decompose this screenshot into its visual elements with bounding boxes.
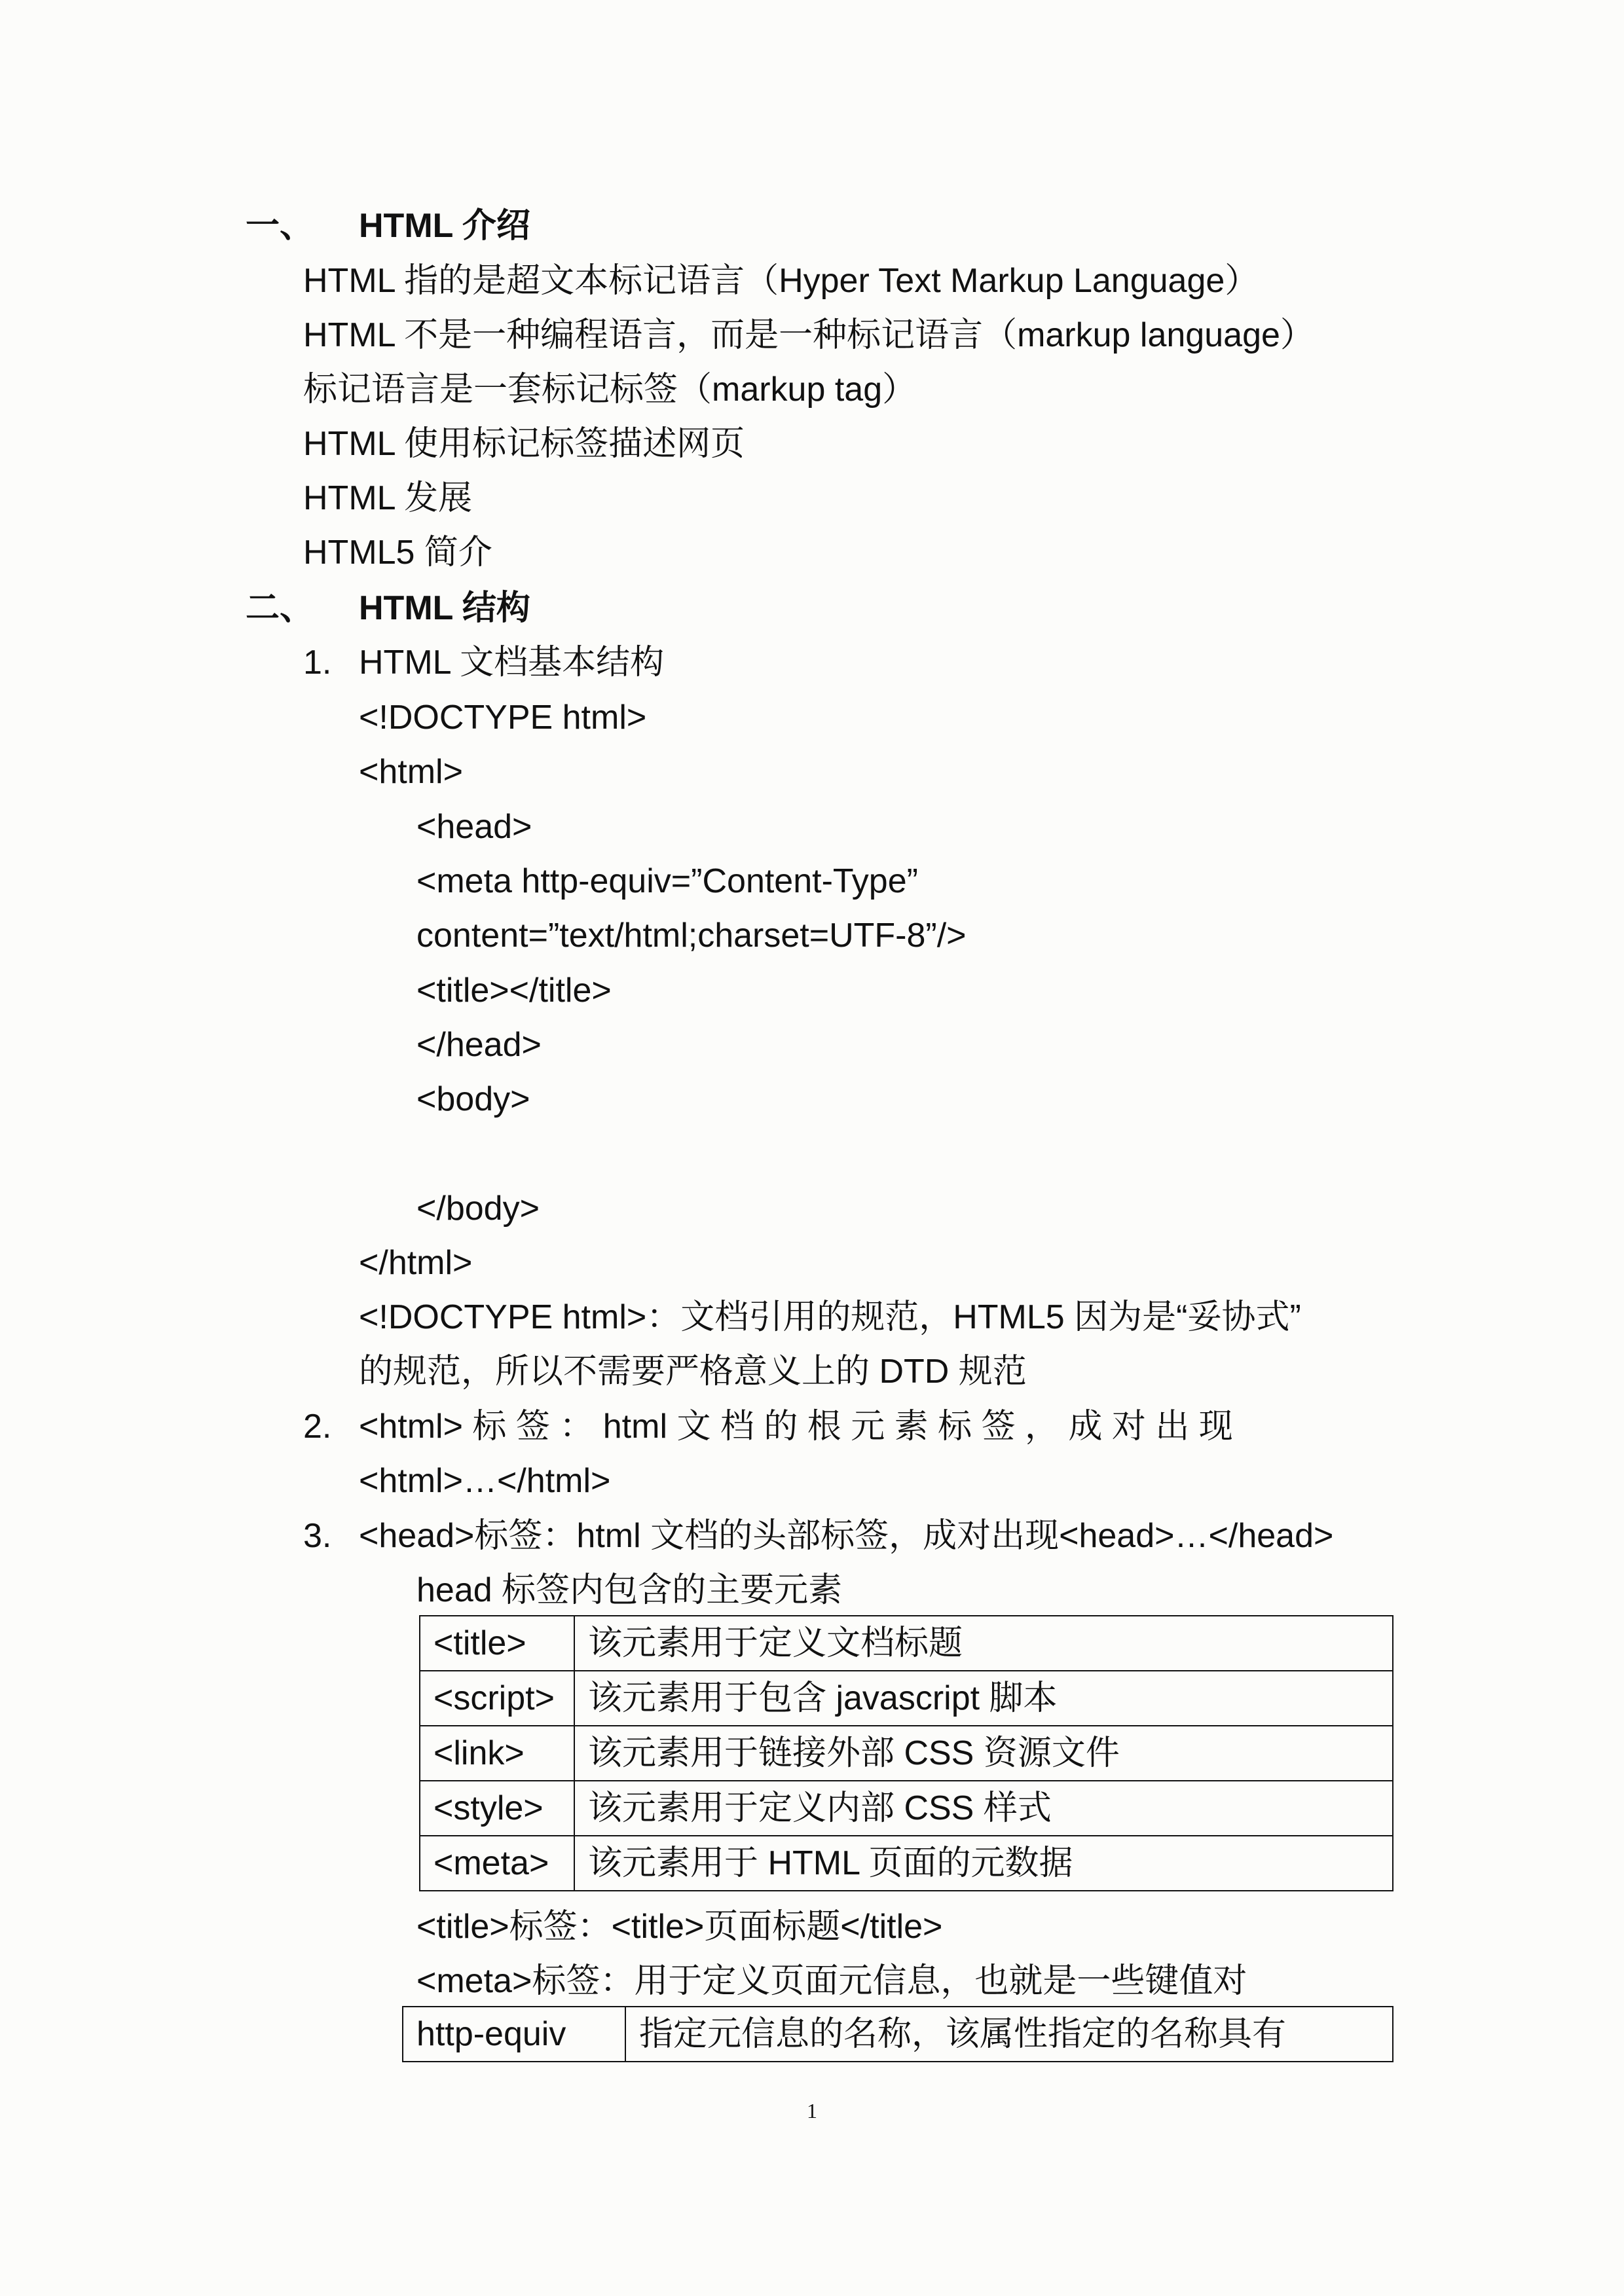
head-elements-table — [419, 1615, 1393, 1891]
section1-number: 一、 — [246, 207, 314, 245]
doctype-note: 的规范，所以不需要严格意义上的 DTD 规范 — [359, 1353, 1027, 1391]
table-row — [420, 1671, 1393, 1726]
section2-number: 二、 — [246, 589, 314, 627]
table-row — [420, 1781, 1393, 1836]
table-cell: <style> — [420, 1781, 574, 1836]
section1-line: HTML 使用标记标签描述网页 — [303, 425, 745, 463]
meta-tag-line: <meta>标签：用于定义页面元信息，也就是一些键值对 — [416, 1962, 1247, 2000]
code-line: content=”text/html;charset=UTF-8”/> — [416, 917, 967, 955]
item2-number: 2. — [303, 1408, 332, 1446]
code-line: </head> — [416, 1026, 542, 1064]
item2-line: <html>…</html> — [359, 1462, 611, 1500]
meta-attributes-table — [402, 2006, 1393, 2062]
section1-title: HTML 介绍 — [359, 207, 530, 245]
title-tag-line: <title>标签：<title>页面标题</title> — [416, 1908, 943, 1946]
section1-line: 标记语言是一套标记标签（markup tag） — [303, 371, 917, 409]
table-row — [420, 1836, 1393, 1891]
item3-line: <head>标签：html 文档的头部标签，成对出现<head>…</head> — [359, 1517, 1334, 1555]
table-cell: 该元素用于包含 javascript 脚本 — [574, 1671, 1393, 1726]
table-cell: 该元素用于定义文档标题 — [574, 1616, 1393, 1671]
code-line: <html> — [359, 753, 463, 791]
section2-title: HTML 结构 — [359, 589, 530, 627]
table-cell: <title> — [420, 1616, 574, 1671]
table-row — [403, 2007, 1393, 2062]
item3-number: 3. — [303, 1517, 332, 1555]
table-cell: <link> — [420, 1726, 574, 1781]
code-line: <head> — [416, 808, 532, 846]
table-cell: <meta> — [420, 1836, 574, 1891]
table-row — [420, 1726, 1393, 1781]
table-cell: http-equiv — [403, 2007, 625, 2062]
page-number: 1 — [807, 2099, 817, 2123]
code-line: <meta http-equiv=”Content-Type” — [416, 862, 918, 900]
section1-line: HTML 指的是超文本标记语言（Hyper Text Markup Language） — [303, 262, 1259, 300]
doctype-note: <!DOCTYPE html>：文档引用的规范，HTML5 因为是“妥协式” — [359, 1298, 1301, 1336]
table-cell: 该元素用于链接外部 CSS 资源文件 — [574, 1726, 1393, 1781]
item1-title: HTML 文档基本结构 — [359, 644, 665, 682]
code-line: <!DOCTYPE html> — [359, 699, 647, 737]
section1-line: HTML 发展 — [303, 479, 473, 517]
code-line: </body> — [416, 1190, 540, 1228]
item1-number: 1. — [303, 644, 332, 682]
code-line: <body> — [416, 1080, 530, 1118]
section1-line: HTML 不是一种编程语言，而是一种标记语言（markup language） — [303, 316, 1314, 354]
code-line: <title></title> — [416, 972, 612, 1010]
code-line: </html> — [359, 1244, 473, 1282]
table-cell: 该元素用于 HTML 页面的元数据 — [574, 1836, 1393, 1891]
item2-line: <html> 标 签 ： html 文 档 的 根 元 素 标 签 ， 成 对 出 现 — [359, 1408, 1233, 1446]
head-elements-subtitle: head 标签内包含的主要元素 — [416, 1571, 843, 1609]
table-cell: <script> — [420, 1671, 574, 1726]
table-cell: 该元素用于定义内部 CSS 样式 — [574, 1781, 1393, 1836]
table-cell: 指定元信息的名称，该属性指定的名称具有 — [625, 2007, 1393, 2062]
section1-line: HTML5 简介 — [303, 534, 492, 572]
table-row — [420, 1616, 1393, 1671]
